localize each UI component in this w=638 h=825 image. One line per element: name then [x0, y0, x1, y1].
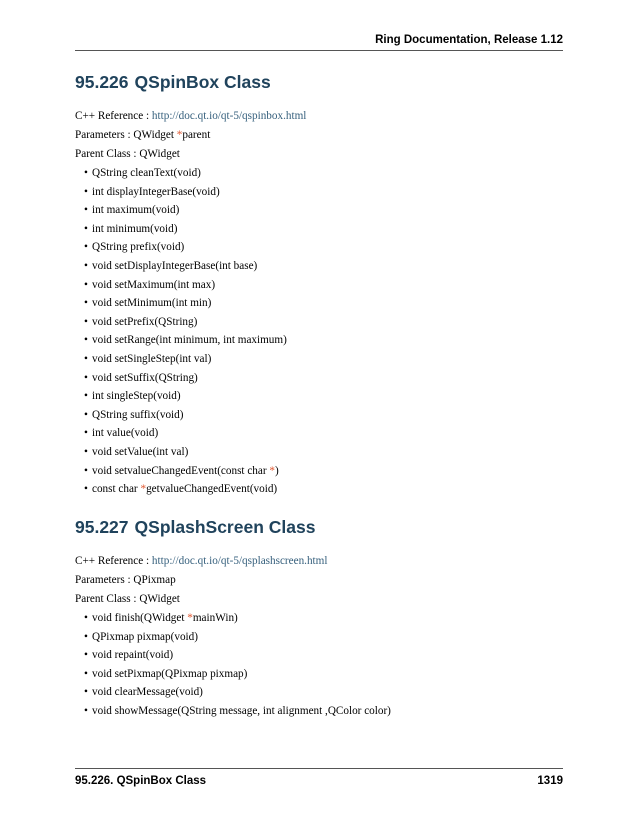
section-title-text: QSplashScreen Class [134, 517, 316, 537]
bullet-icon: • [84, 167, 88, 179]
text-run: QPixmap pixmap(void) [92, 630, 198, 643]
reference-label: C++ Reference : [75, 555, 152, 567]
text-run: void setMaximum(int max) [92, 278, 216, 291]
bullet-icon: • [84, 630, 88, 643]
text-run: QString suffix(void) [92, 408, 184, 421]
page-number: 1319 [537, 775, 563, 787]
bullet-icon: • [84, 445, 88, 458]
bullet-icon: • [84, 297, 88, 310]
text-run: ) [274, 464, 279, 477]
text-run: parent [182, 129, 211, 141]
parameters-value [133, 129, 210, 141]
method-item [75, 352, 563, 366]
method-item [75, 389, 563, 403]
section-title-text: QSpinBox Class [134, 72, 271, 92]
method-item [75, 333, 563, 347]
text-run: void finish(QWidget [92, 612, 188, 624]
parameters-value [133, 574, 175, 586]
text-run: QString prefix(void) [92, 241, 185, 254]
bullet-icon: • [84, 704, 88, 717]
text-run: int value(void) [92, 427, 159, 440]
bullet-icon: • [84, 259, 88, 272]
method-list [75, 166, 563, 496]
text-run: int maximum(void) [92, 204, 180, 217]
header-rule [75, 50, 563, 51]
bullet-icon: • [84, 204, 88, 217]
bullet-icon: • [84, 464, 88, 477]
reference-link[interactable]: http://doc.qt.io/qt-5/qsplashscreen.html [151, 555, 328, 567]
text-run: int displayIntegerBase(void) [92, 185, 220, 198]
section-number: 95.227 [75, 517, 129, 537]
method-item [75, 259, 563, 273]
text-run: QString cleanText(void) [92, 167, 201, 179]
method-list [75, 611, 563, 718]
parameters-label: Parameters : [75, 129, 134, 141]
method-item [75, 371, 563, 385]
method-item [75, 426, 563, 440]
pointer-asterisk: * [140, 483, 147, 496]
text-run: int minimum(void) [92, 222, 178, 235]
text-run: QWidget [133, 129, 177, 141]
bullet-icon: • [84, 408, 88, 421]
method-item [75, 482, 563, 496]
parameters [75, 128, 563, 142]
bullet-icon: • [84, 222, 88, 235]
bullet-icon: • [84, 667, 88, 680]
method-item [75, 464, 563, 478]
text-run: void setRange(int minimum, int maximum) [92, 334, 287, 347]
section-title [75, 71, 563, 93]
bullet-icon: • [84, 371, 88, 384]
cpp-reference [75, 554, 563, 568]
bullet-icon: • [84, 185, 88, 198]
section-qspinbox [75, 71, 563, 501]
running-footer [75, 774, 563, 788]
parameters [75, 573, 563, 587]
parent-class [75, 147, 563, 161]
section-qsplashscreen [75, 516, 563, 723]
parameters-label: Parameters : [75, 574, 134, 586]
bullet-icon: • [84, 427, 88, 440]
pointer-asterisk: * [176, 129, 183, 141]
method-item [75, 185, 563, 199]
parent-class [75, 592, 563, 606]
bullet-icon: • [84, 612, 88, 624]
method-item [75, 685, 563, 699]
text-run: mainWin) [192, 612, 238, 624]
parent-value: QWidget [139, 148, 180, 160]
reference-link[interactable]: http://doc.qt.io/qt-5/qspinbox.html [151, 110, 307, 122]
method-item [75, 222, 563, 236]
method-item [75, 704, 563, 718]
bullet-icon: • [84, 649, 88, 662]
text-run: QPixmap [133, 574, 176, 586]
text-run: void clearMessage(void) [92, 686, 203, 699]
text-run: void setPixmap(QPixmap pixmap) [92, 667, 248, 680]
method-item [75, 630, 563, 644]
footer-rule [75, 768, 563, 769]
method-item [75, 240, 563, 254]
bullet-icon: • [84, 390, 88, 403]
text-run: void repaint(void) [92, 649, 174, 662]
text-run: void setMinimum(int min) [92, 297, 212, 310]
parent-label: Parent Class : [75, 593, 140, 605]
bullet-icon: • [84, 686, 88, 699]
text-run: void showMessage(QString message, int alignment ,QColor color) [92, 704, 391, 717]
text-run: void setPrefix(QString) [92, 315, 198, 328]
method-item [75, 445, 563, 459]
bullet-icon: • [84, 278, 88, 291]
method-item [75, 611, 563, 625]
bullet-icon: • [84, 334, 88, 347]
reference-label: C++ Reference : [75, 110, 152, 122]
method-item [75, 408, 563, 422]
text-run: void setvalueChangedEvent(const char [92, 464, 270, 477]
method-item [75, 296, 563, 310]
method-item [75, 166, 563, 180]
text-run: void setValue(int val) [92, 445, 189, 458]
text-run: const char [92, 483, 141, 496]
method-item [75, 203, 563, 217]
section-title [75, 516, 563, 538]
section-number: 95.226 [75, 72, 129, 92]
bullet-icon: • [84, 315, 88, 328]
text-run: void setDisplayIntegerBase(int base) [92, 259, 258, 272]
pointer-asterisk: * [269, 464, 275, 477]
method-item [75, 648, 563, 662]
running-header: Ring Documentation, Release 1.12 [375, 34, 563, 46]
text-run: int singleStep(void) [92, 390, 181, 403]
bullet-icon: • [84, 241, 88, 254]
pointer-asterisk: * [187, 612, 193, 624]
method-item [75, 278, 563, 292]
cpp-reference [75, 109, 563, 123]
method-item [75, 667, 563, 681]
bullet-icon: • [84, 483, 88, 496]
parent-label: Parent Class : [75, 148, 140, 160]
parent-value: QWidget [139, 593, 180, 605]
text-run: void setSuffix(QString) [92, 371, 198, 384]
method-item [75, 315, 563, 329]
footer-section: 95.226. QSpinBox Class [75, 775, 207, 787]
text-run: getvalueChangedEvent(void) [146, 483, 278, 496]
bullet-icon: • [84, 352, 88, 365]
text-run: void setSingleStep(int val) [92, 352, 212, 365]
